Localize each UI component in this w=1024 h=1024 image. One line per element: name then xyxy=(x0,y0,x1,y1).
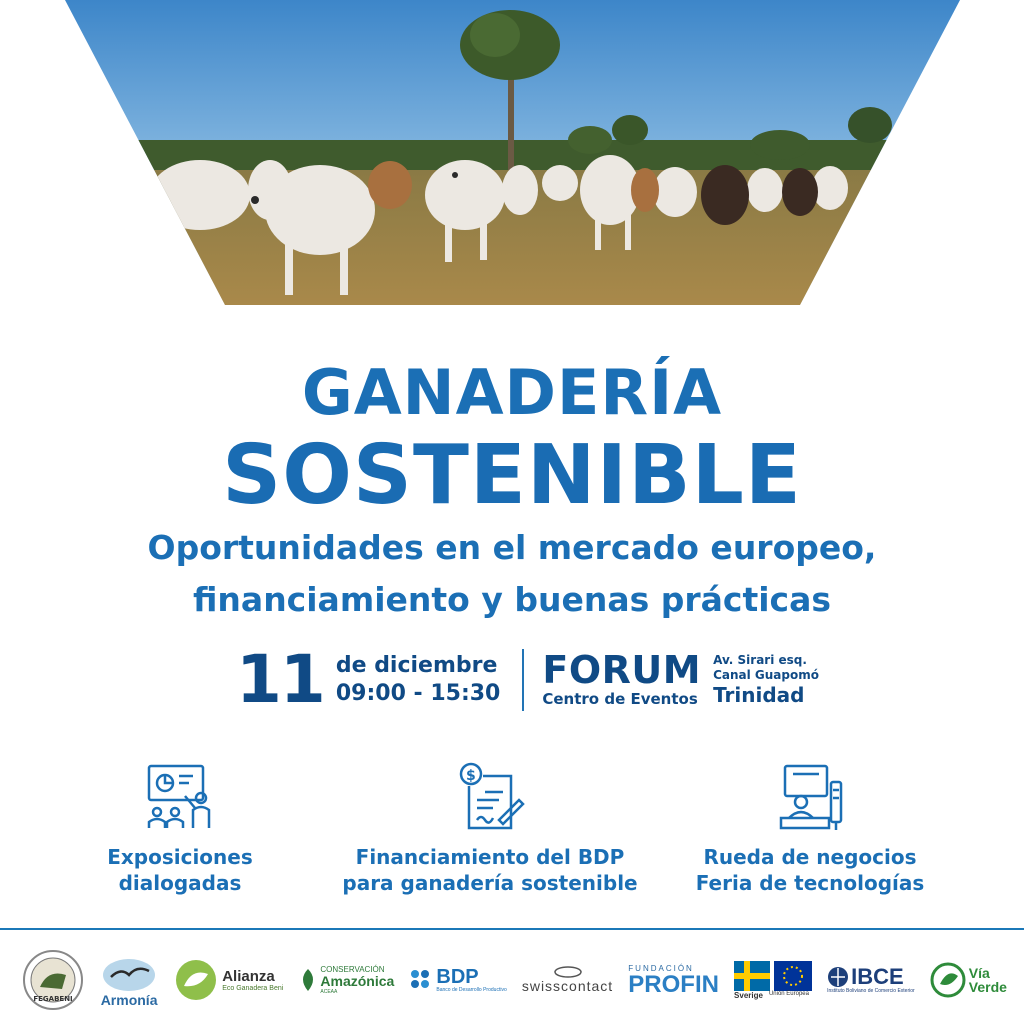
alianza-text: Alianza xyxy=(222,967,275,985)
armonia-logo xyxy=(99,953,159,1007)
feature-rueda-negocios xyxy=(680,762,940,896)
conservacion-top: CONSERVACIÓN xyxy=(320,965,385,974)
alianza-subtext: Eco Ganadera Beni xyxy=(222,984,284,992)
feature-label-line-1: Financiamiento del BDP xyxy=(355,845,625,869)
subtitle-line-2: financiamiento y buenas prácticas xyxy=(192,580,832,619)
venue xyxy=(542,648,702,709)
bdp-logo xyxy=(409,967,506,993)
svg-text:$: $ xyxy=(466,768,476,784)
ibce-logo xyxy=(827,966,915,994)
sverige-eu-logo xyxy=(734,961,812,1000)
ibce-text: IBCE xyxy=(851,964,904,989)
date-time xyxy=(336,652,501,708)
profin-text: PROFIN xyxy=(628,970,719,998)
footer-divider xyxy=(0,928,1024,930)
sponsor-logos xyxy=(22,948,1007,1012)
via-verde-line-2: Verde xyxy=(968,979,1007,995)
bdp-subtext: Banco de Desarrollo Productivo xyxy=(436,987,507,993)
feature-label-line-2: Feria de tecnologías xyxy=(695,871,925,895)
event-details xyxy=(236,641,819,718)
fegabeni-logo xyxy=(22,949,84,1011)
hero-photo-cattle xyxy=(0,0,1024,305)
event-month: de diciembre xyxy=(335,653,498,678)
armonia-text: Armonía xyxy=(100,992,158,1008)
feature-label-line-1: Rueda de negocios xyxy=(703,845,917,869)
profin-top: FUNDACIÓN xyxy=(628,963,694,973)
venue-name: FORUM xyxy=(542,648,702,692)
event-day: 11 xyxy=(236,641,324,718)
feature-exposiciones xyxy=(90,762,270,896)
presentation-icon xyxy=(145,762,215,832)
business-booth-icon xyxy=(775,762,845,832)
divider xyxy=(522,649,524,711)
alianza-logo xyxy=(174,958,283,1002)
via-verde-logo xyxy=(930,962,1007,998)
feature-label-line-2: dialogadas xyxy=(118,871,242,895)
profin-logo xyxy=(628,964,719,997)
subtitle-line-1: Oportunidades en el mercado europeo, xyxy=(147,528,877,567)
event-time: 09:00 - 15:30 xyxy=(335,681,501,706)
city: Trinidad xyxy=(713,683,805,707)
ue-text: Unión Europea xyxy=(768,990,809,997)
finance-document-icon xyxy=(455,762,525,832)
swisscontact-logo xyxy=(522,966,613,994)
venue-address xyxy=(713,653,819,707)
title-line-2: SOSTENIBLE xyxy=(222,428,802,523)
feature-label-line-1: Exposiciones xyxy=(107,845,253,869)
conservacion-main: Amazónica xyxy=(320,973,395,989)
swisscontact-text: swisscontact xyxy=(521,978,614,994)
address-line-1: Av. Sirari esq. xyxy=(713,653,807,667)
sverige-text: Sverige xyxy=(734,990,763,1000)
feature-label-line-2: para ganadería sostenible xyxy=(342,871,638,895)
via-verde-line-1: Vía xyxy=(968,965,990,981)
conservacion-amazonica-logo xyxy=(298,965,394,995)
conservacion-sub: ACEAA xyxy=(320,989,338,995)
address-line-2: Canal Guapomó xyxy=(713,668,819,682)
title-line-1: GANADERÍA xyxy=(301,356,723,429)
venue-subtitle: Centro de Eventos xyxy=(542,690,698,708)
feature-financiamiento xyxy=(330,762,650,896)
bdp-text: BDP xyxy=(436,966,479,988)
ibce-subtext: Instituto Boliviano de Comercio Exterior xyxy=(827,988,915,994)
fegabeni-text: FEGABENI xyxy=(33,995,73,1003)
